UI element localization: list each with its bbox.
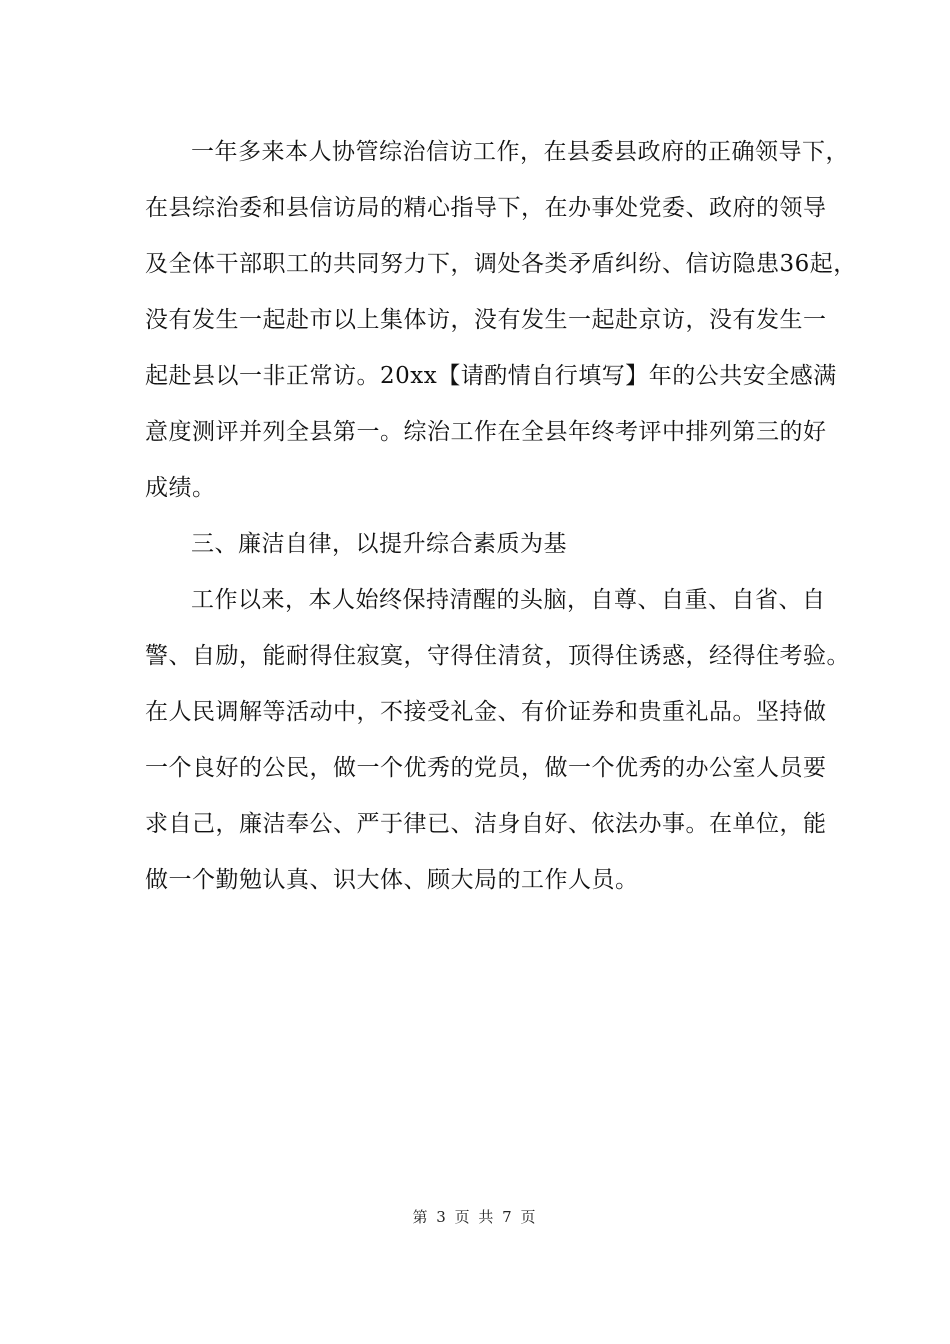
- paragraph-line: 一年多来本人协管综治信访工作，在县委县政府的正确领导下，: [191, 139, 849, 165]
- paragraph-line: 工作以来，本人始终保持清醒的头脑，自尊、自重、自省、自: [191, 587, 826, 613]
- paragraph-line: 起赴县以一非正常访。20xx【请酌情自行填写】年的公共安全感满: [145, 363, 837, 389]
- paragraph-line: 成绩。: [145, 475, 216, 501]
- document-body: [145, 130, 857, 914]
- section-heading: 三、廉洁自律，以提升综合素质为基: [191, 531, 567, 557]
- paragraph-line: 警、自励，能耐得住寂寞，守得住清贫，顶得住诱惑，经得住考验。: [145, 643, 850, 669]
- paragraph-line: 求自己，廉洁奉公、严于律已、洁身自好、依法办事。在单位，能: [145, 811, 827, 837]
- paragraph-line: 在人民调解等活动中，不接受礼金、有价证券和贵重礼品。坚持做: [145, 699, 827, 725]
- paragraph-line: 意度测评并列全县第一。综治工作在全县年终考评中排列第三的好: [145, 419, 827, 445]
- paragraph-line: 一个良好的公民，做一个优秀的党员，做一个优秀的办公室人员要: [145, 755, 827, 781]
- paragraph-line: 在县综治委和县信访局的精心指导下，在办事处党委、政府的领导: [145, 195, 827, 221]
- paragraph-line: 及全体干部职工的共同努力下，调处各类矛盾纠纷、信访隐患36起，: [145, 251, 857, 277]
- paragraph-line: 做一个勤勉认真、识大体、顾大局的工作人员。: [145, 867, 639, 893]
- paragraph-line: 没有发生一起赴市以上集体访，没有发生一起赴京访，没有发生一: [145, 307, 827, 333]
- page-number-footer: 第 3 页 共 7 页: [412, 1208, 538, 1226]
